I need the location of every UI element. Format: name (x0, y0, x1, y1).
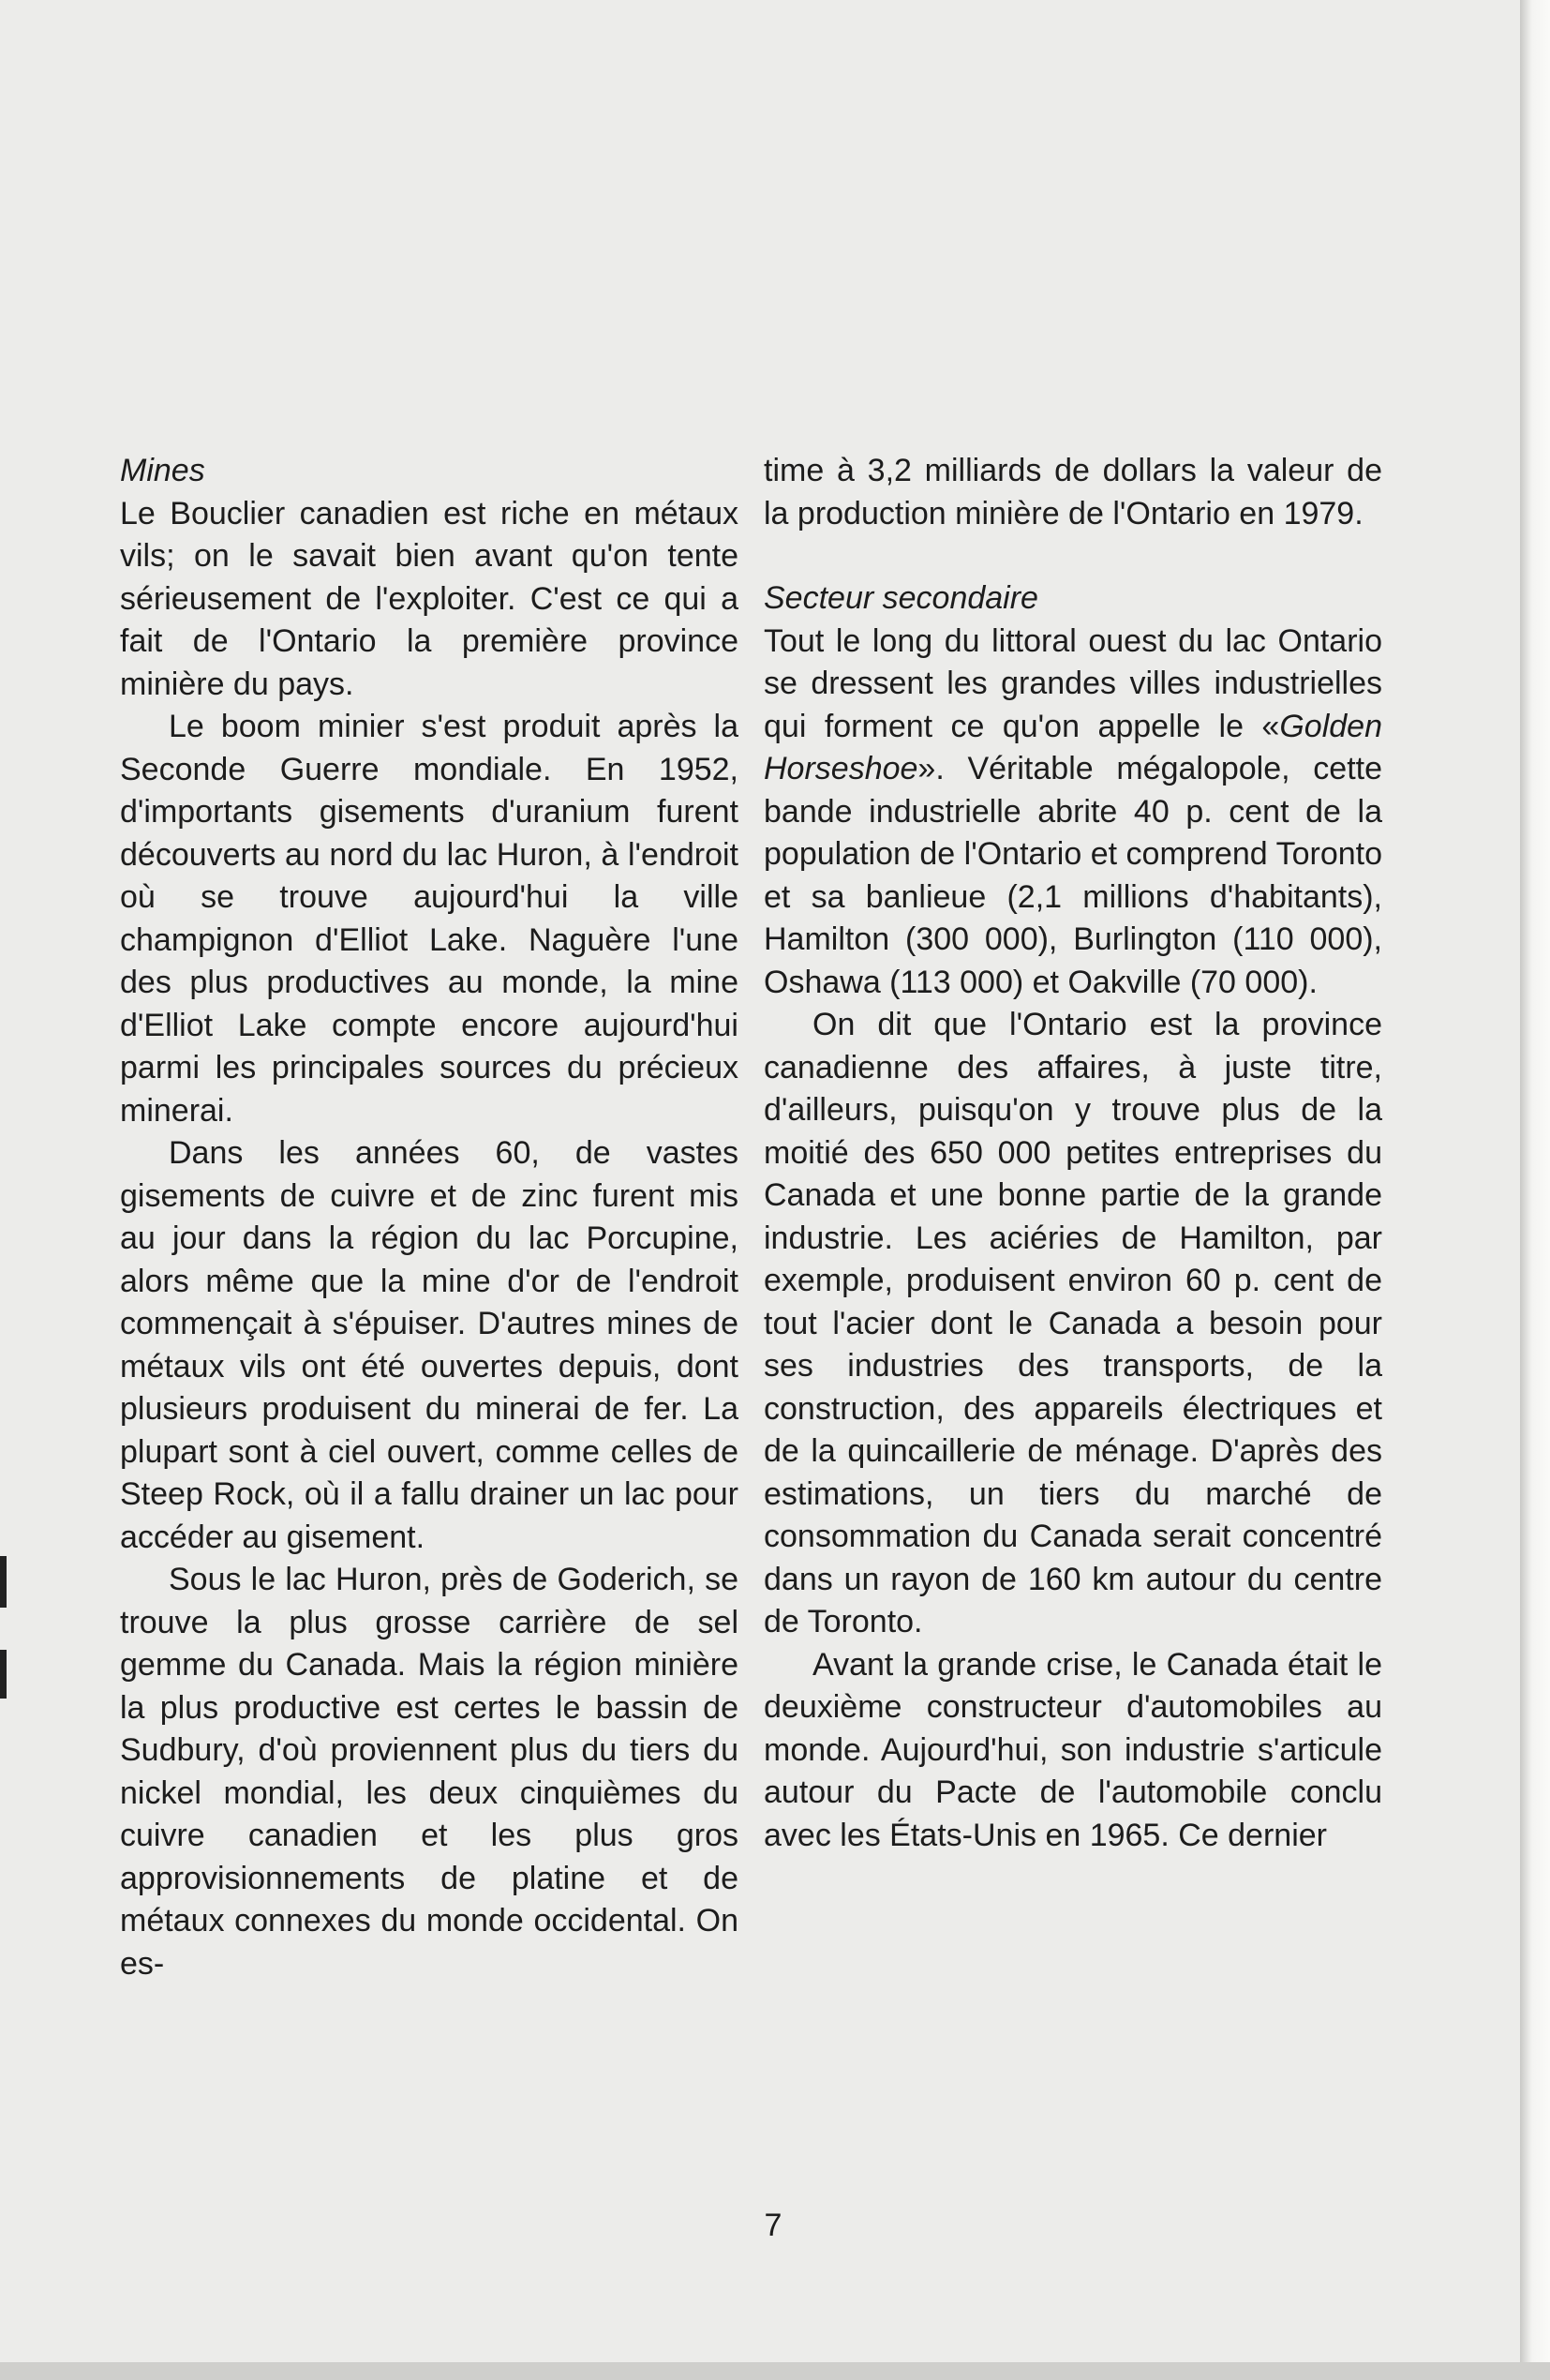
paragraph: Avant la grande crise, le Canada était le deuxième constructeur d'automobiles au monde. Aujourd'hui, son industrie s'articule autour du Pacte de l'automobile conclu avec les États-Unis en 1965. Ce dernier (764, 1646, 1382, 1853)
paragraph: Dans les années 60, de vastes gisements de cuivre et de zinc furent mis au jour dans la région du lac Porcupine, alors même que la mine d'or de l'endroit commençait à s'épuiser. D'autres mines de métaux vils ont été ouvertes depuis, dont plusieurs produisent du minerai de fer. La plupart sont à ciel ouvert, comme celles de Steep Rock, où il a fallu drainer un lac pour accéder au gisement. (120, 1135, 738, 1555)
paragraph: Sous le lac Huron, près de Goderich, se trouve la plus grosse carrière de sel gemme du Canada. Mais la région minière la plus productive est certes le bassin de Sudbury, d'où proviennent plus du tiers du nickel mondial, les deux cinquièmes du cuivre canadien et les plus gros approvisionnements de platine et de métaux connexes du monde occidental. On es- (120, 1562, 738, 1982)
page-edge (1520, 0, 1550, 2380)
emphasis-golden-horseshoe: Golden Horseshoe (764, 708, 1382, 786)
paragraph: Le boom minier s'est produit après la Seconde Guerre mondiale. En 1952, d'importants gisements d'uranium furent découverts au nord du lac Huron, à l'endroit où se trouve aujourd'hui la ville champignon d'Elliot Lake. Naguère l'une des plus productives au monde, la mine d'Elliot Lake compte encore aujourd'hui parmi les principales sources du précieux minerai. (120, 709, 738, 1129)
page-number: 7 (764, 2208, 782, 2243)
binding-mark (0, 1650, 7, 1699)
page-bottom-edge (0, 2362, 1550, 2380)
section-heading-mines: Mines (120, 453, 205, 488)
binding-mark (0, 1556, 7, 1608)
paragraph (764, 621, 1382, 1005)
right-column (764, 450, 1382, 1857)
paragraph-text: ». Véritable mégalopole, cette bande industrielle abrite 40 p. cent de la population de l'Ontario et comprend Toronto et sa banlieue (2,1 millions d'habitants), Hamilton (300 000), Burlington (110 000), Oshawa (113 000) et Oakville (70 000). (764, 751, 1382, 1000)
section-heading-secteur-secondaire: Secteur secondaire (764, 580, 1038, 616)
paragraph: time à 3,2 milliards de dollars la valeur de la production minière de l'Ontario en 1979. (764, 453, 1382, 531)
left-column (120, 450, 738, 1985)
paragraph-text: Tout le long du littoral ouest du lac Ontario se dressent les grandes villes industrielles qui forment ce qu'on appelle le « (764, 622, 1382, 744)
paragraph: Le Bouclier canadien est riche en métaux vils; on le savait bien avant qu'on tente sérieusement de l'exploiter. C'est ce qui a fait de l'Ontario la première province minière du pays. (120, 495, 738, 702)
paragraph: On dit que l'Ontario est la province canadienne des affaires, à juste titre, d'ailleurs, puisqu'on y trouve plus de la moitié des 650 000 petites entreprises du Canada et une bonne partie de la grande industrie. Les aciéries de Hamilton, par exemple, produisent environ 60 p. cent de tout l'acier dont le Canada a besoin pour ses industries des transports, de la construction, des appareils électriques et de la quincaillerie de ménage. D'après des estimations, un tiers du marché de consommation du Canada serait concentré dans un rayon de 160 km autour du centre de Toronto. (764, 1007, 1382, 1639)
